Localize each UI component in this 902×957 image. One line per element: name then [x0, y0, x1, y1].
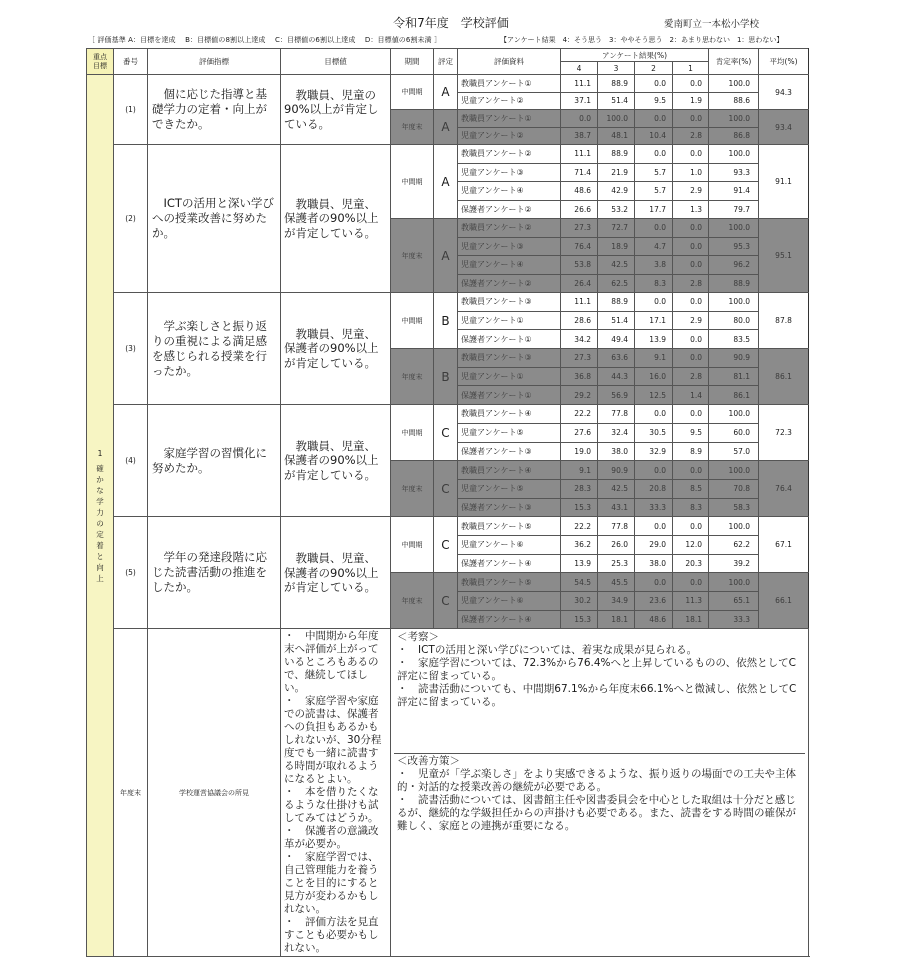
survey-source: 教職員アンケート⑤ [458, 517, 561, 536]
goal-text-char: 学 [96, 496, 104, 506]
value-2: 38.0 [635, 554, 673, 573]
value-2: 0.0 [635, 293, 673, 312]
value-2: 48.6 [635, 610, 673, 629]
improvement-block [394, 754, 805, 834]
value-1: 1.4 [673, 386, 709, 405]
goal-text-char: 力 [96, 507, 104, 517]
table-row [87, 517, 809, 536]
affirmative-rate: 83.5 [709, 330, 759, 349]
value-2: 32.9 [635, 442, 673, 461]
item-indicator: 個に応じた指導と基礎学力の定着・向上ができたか。 [148, 75, 281, 145]
period-label: 年度末 [391, 219, 434, 293]
value-2: 23.6 [635, 592, 673, 611]
item-number: (4) [114, 405, 148, 517]
school-name: 愛南町立一本松小学校 [664, 19, 760, 30]
header-grade: 評定 [434, 49, 458, 75]
value-2: 30.5 [635, 423, 673, 442]
value-3: 45.5 [598, 573, 635, 592]
period-average: 66.1 [759, 573, 809, 629]
value-1: 0.0 [673, 237, 709, 256]
affirmative-rate: 95.3 [709, 237, 759, 256]
value-2: 5.7 [635, 163, 673, 182]
analysis-item: ・ ICTの活用と深い学びについては、着実な成果が見られる。 [397, 644, 698, 657]
value-2: 0.0 [635, 517, 673, 536]
value-3: 38.0 [598, 442, 635, 461]
affirmative-rate: 100.0 [709, 293, 759, 312]
value-2: 10.4 [635, 127, 673, 145]
affirmative-rate: 100.0 [709, 573, 759, 592]
header-scale-3: 3 [598, 62, 635, 75]
value-1: 0.0 [673, 517, 709, 536]
goal-text [87, 463, 113, 584]
header-scale-1: 1 [673, 62, 709, 75]
affirmative-rate: 100.0 [709, 517, 759, 536]
value-1: 8.3 [673, 498, 709, 517]
value-1: 2.8 [673, 127, 709, 145]
value-3: 88.9 [598, 293, 635, 312]
value-4: 19.0 [561, 442, 598, 461]
value-4: 27.6 [561, 423, 598, 442]
survey-source: 保護者アンケート③ [458, 498, 561, 517]
affirmative-rate: 88.6 [709, 92, 759, 110]
period-average: 93.4 [759, 110, 809, 145]
survey-source: 保護者アンケート③ [458, 442, 561, 461]
evaluation-table [86, 48, 809, 957]
survey-source: 児童アンケート② [458, 92, 561, 110]
survey-source: 教職員アンケート④ [458, 461, 561, 480]
value-3: 88.9 [598, 145, 635, 164]
affirmative-rate: 81.1 [709, 367, 759, 386]
header-indicator: 評価指標 [148, 49, 281, 75]
value-1: 8.5 [673, 479, 709, 498]
survey-source: 児童アンケート④ [458, 182, 561, 201]
value-1: 0.0 [673, 75, 709, 93]
survey-source: 児童アンケート⑥ [458, 592, 561, 611]
value-3: 72.7 [598, 219, 635, 238]
item-indicator: ICTの活用と深い学びへの授業改善に努めたか。 [148, 145, 281, 293]
period-average: 72.3 [759, 405, 809, 461]
value-1: 2.9 [673, 182, 709, 201]
period-label: 年度末 [391, 573, 434, 629]
value-1: 0.0 [673, 573, 709, 592]
table-row [87, 293, 809, 312]
value-3: 51.4 [598, 311, 635, 330]
period-label: 中間期 [391, 75, 434, 110]
value-2: 9.1 [635, 349, 673, 368]
affirmative-rate: 65.1 [709, 592, 759, 611]
analysis-title: ＜考察＞ [397, 631, 439, 644]
value-3: 77.8 [598, 517, 635, 536]
analysis-item: ・ 家庭学習については、72.3%から76.4%へと上昇しているものの、依然としてC評定に留まっている。 [397, 657, 796, 683]
header-affirmative-rate: 肯定率(%) [709, 49, 759, 75]
council-comment: ・ 評価方法を見直すことも必要かもしれない。 [284, 916, 379, 955]
value-3: 18.9 [598, 237, 635, 256]
value-2: 0.0 [635, 145, 673, 164]
survey-source: 児童アンケート② [458, 127, 561, 145]
value-3: 44.3 [598, 367, 635, 386]
value-3: 100.0 [598, 110, 635, 128]
header-survey-results: アンケート結果(%) [561, 49, 709, 62]
value-4: 15.3 [561, 610, 598, 629]
survey-source: 児童アンケート① [458, 311, 561, 330]
value-3: 18.1 [598, 610, 635, 629]
value-4: 11.1 [561, 293, 598, 312]
item-indicator: 家庭学習の習慣化に努めたか。 [148, 405, 281, 517]
affirmative-rate: 91.4 [709, 182, 759, 201]
value-4: 34.2 [561, 330, 598, 349]
value-4: 22.2 [561, 517, 598, 536]
period-label: 中間期 [391, 145, 434, 219]
header-goal: 重点 目標 [87, 49, 114, 75]
value-4: 28.6 [561, 311, 598, 330]
grade-value: C [434, 461, 458, 517]
value-4: 27.3 [561, 219, 598, 238]
analysis-block [394, 630, 805, 754]
value-1: 12.0 [673, 535, 709, 554]
improvement-item: ・ 読書活動については、図書館主任や図書委員会を中心とした取組は十分だと感じるが、継続的な学級担任からの声掛けも必要である。また、読書をする時間の確保が難しく、家庭との連携が重要になる。 [397, 794, 796, 833]
grade-value: A [434, 219, 458, 293]
value-4: 13.9 [561, 554, 598, 573]
grade-value: B [434, 349, 458, 405]
period-label: 中間期 [391, 405, 434, 461]
value-2: 0.0 [635, 75, 673, 93]
goal-text-char: 定 [96, 529, 104, 539]
value-1: 2.9 [673, 311, 709, 330]
survey-source: 児童アンケート⑤ [458, 423, 561, 442]
value-3: 90.9 [598, 461, 635, 480]
affirmative-rate: 79.7 [709, 200, 759, 219]
item-number: (2) [114, 145, 148, 293]
survey-source: 児童アンケート⑤ [458, 479, 561, 498]
survey-source: 児童アンケート⑥ [458, 535, 561, 554]
goal-text-char: 上 [96, 573, 104, 583]
value-4: 26.6 [561, 200, 598, 219]
period-average: 67.1 [759, 517, 809, 573]
analysis-item: ・ 読書活動についても、中間期67.1%から年度末66.1%へと微減し、依然としてC評定に留まっている。 [397, 683, 797, 709]
value-4: 48.6 [561, 182, 598, 201]
value-4: 37.1 [561, 92, 598, 110]
affirmative-rate: 88.9 [709, 274, 759, 293]
value-1: 0.0 [673, 405, 709, 424]
affirmative-rate: 93.3 [709, 163, 759, 182]
survey-source: 児童アンケート③ [458, 237, 561, 256]
header-source: 評価資料 [458, 49, 561, 75]
value-4: 22.2 [561, 405, 598, 424]
period-label: 中間期 [391, 293, 434, 349]
survey-source: 保護者アンケート② [458, 200, 561, 219]
council-period: 年度末 [114, 629, 148, 957]
value-1: 2.8 [673, 367, 709, 386]
value-2: 0.0 [635, 219, 673, 238]
goal-number: 1 [97, 448, 103, 458]
survey-legend: 【アンケート結果 4：そう思う 3：ややそう思う 2：あまり思わない 1：思わない】 [500, 36, 784, 44]
survey-source: 保護者アンケート② [458, 274, 561, 293]
affirmative-rate: 96.2 [709, 256, 759, 275]
value-3: 88.9 [598, 75, 635, 93]
value-3: 21.9 [598, 163, 635, 182]
value-2: 8.3 [635, 274, 673, 293]
item-target: 教職員、児童、保護者の90%以上が肯定している。 [281, 145, 391, 293]
value-2: 13.9 [635, 330, 673, 349]
value-1: 0.0 [673, 219, 709, 238]
value-3: 77.8 [598, 405, 635, 424]
council-comment: ・ 家庭学習や家庭での読書は、保護者への負担もあるかもしれないが、30分程度でも一緒に読書する時間が取れるようになるとよい。 [284, 695, 382, 786]
affirmative-rate: 80.0 [709, 311, 759, 330]
council-comment: ・ 家庭学習では、自己管理能力を養うことを目的にすると見方が変わるかもしれない。 [284, 851, 379, 916]
page-title: 令和7年度 学校評価 [393, 16, 509, 30]
value-3: 42.5 [598, 479, 635, 498]
goal-cell [87, 75, 114, 957]
header-number: 番号 [114, 49, 148, 75]
value-2: 17.7 [635, 200, 673, 219]
survey-source: 教職員アンケート④ [458, 405, 561, 424]
improvement-title: ＜改善方策＞ [397, 755, 460, 768]
grade-value: C [434, 405, 458, 461]
value-2: 17.1 [635, 311, 673, 330]
value-1: 0.0 [673, 110, 709, 128]
period-average: 86.1 [759, 349, 809, 405]
item-indicator: 学ぶ楽しさと振り返りの重視による満足感を感じられる授業を行ったか。 [148, 293, 281, 405]
value-1: 0.0 [673, 461, 709, 480]
value-2: 5.7 [635, 182, 673, 201]
value-4: 71.4 [561, 163, 598, 182]
value-2: 12.5 [635, 386, 673, 405]
item-target: 教職員、児童、保護者の90%以上が肯定している。 [281, 517, 391, 629]
affirmative-rate: 100.0 [709, 75, 759, 93]
value-3: 62.5 [598, 274, 635, 293]
header-scale-4: 4 [561, 62, 598, 75]
value-1: 18.1 [673, 610, 709, 629]
table-row [87, 405, 809, 424]
period-label: 年度末 [391, 461, 434, 517]
value-2: 16.0 [635, 367, 673, 386]
affirmative-rate: 86.8 [709, 127, 759, 145]
value-4: 29.2 [561, 386, 598, 405]
goal-text-char: 確 [96, 463, 104, 473]
period-average: 76.4 [759, 461, 809, 517]
value-3: 26.0 [598, 535, 635, 554]
affirmative-rate: 57.0 [709, 442, 759, 461]
survey-source: 児童アンケート③ [458, 163, 561, 182]
value-4: 27.3 [561, 349, 598, 368]
item-target: 教職員、児童の90%以上が肯定している。 [281, 75, 391, 145]
value-2: 0.0 [635, 110, 673, 128]
header-period: 期間 [391, 49, 434, 75]
item-target: 教職員、児童、保護者の90%以上が肯定している。 [281, 293, 391, 405]
value-1: 2.8 [673, 274, 709, 293]
value-1: 8.9 [673, 442, 709, 461]
goal-text-char: と [96, 551, 104, 561]
value-3: 42.9 [598, 182, 635, 201]
value-1: 20.3 [673, 554, 709, 573]
value-1: 9.5 [673, 423, 709, 442]
value-4: 30.2 [561, 592, 598, 611]
affirmative-rate: 39.2 [709, 554, 759, 573]
affirmative-rate: 70.8 [709, 479, 759, 498]
survey-source: 教職員アンケート① [458, 75, 561, 93]
goal-text-char: の [96, 518, 104, 528]
value-4: 76.4 [561, 237, 598, 256]
value-2: 29.0 [635, 535, 673, 554]
survey-source: 教職員アンケート③ [458, 349, 561, 368]
value-4: 54.5 [561, 573, 598, 592]
period-average: 95.1 [759, 219, 809, 293]
value-3: 25.3 [598, 554, 635, 573]
value-1: 1.0 [673, 163, 709, 182]
value-4: 11.1 [561, 145, 598, 164]
affirmative-rate: 90.9 [709, 349, 759, 368]
value-3: 51.4 [598, 92, 635, 110]
affirmative-rate: 58.3 [709, 498, 759, 517]
survey-source: 教職員アンケート⑤ [458, 573, 561, 592]
goal-text-char: か [96, 474, 104, 484]
value-4: 36.2 [561, 535, 598, 554]
header-scale-2: 2 [635, 62, 673, 75]
value-3: 53.2 [598, 200, 635, 219]
value-4: 11.1 [561, 75, 598, 93]
value-2: 33.3 [635, 498, 673, 517]
item-number: (3) [114, 293, 148, 405]
survey-source: 児童アンケート① [458, 367, 561, 386]
survey-source: 保護者アンケート④ [458, 554, 561, 573]
council-label: 学校運営協議会の所見 [148, 629, 281, 957]
value-1: 1.9 [673, 92, 709, 110]
table-row [87, 75, 809, 93]
value-2: 4.7 [635, 237, 673, 256]
council-comment: ・ 本を借りたくなるような仕掛けも試してみてはどうか。 [284, 786, 379, 825]
value-2: 0.0 [635, 573, 673, 592]
grade-value: B [434, 293, 458, 349]
item-number: (5) [114, 517, 148, 629]
value-3: 49.4 [598, 330, 635, 349]
value-4: 9.1 [561, 461, 598, 480]
affirmative-rate: 100.0 [709, 405, 759, 424]
value-3: 56.9 [598, 386, 635, 405]
value-3: 42.5 [598, 256, 635, 275]
survey-source: 保護者アンケート④ [458, 610, 561, 629]
value-1: 0.0 [673, 330, 709, 349]
value-2: 0.0 [635, 461, 673, 480]
improvement-item: ・ 児童が「学ぶ楽しさ」をより実感できるような、振り返りの場面での工夫や主体的・対話的な授業改善の継続が必要である。 [397, 768, 796, 794]
value-3: 32.4 [598, 423, 635, 442]
value-1: 0.0 [673, 256, 709, 275]
value-4: 15.3 [561, 498, 598, 517]
table-row [87, 145, 809, 164]
value-3: 63.6 [598, 349, 635, 368]
affirmative-rate: 100.0 [709, 219, 759, 238]
item-number: (1) [114, 75, 148, 145]
value-1: 0.0 [673, 293, 709, 312]
period-average: 94.3 [759, 75, 809, 110]
period-average: 87.8 [759, 293, 809, 349]
value-4: 36.8 [561, 367, 598, 386]
item-target: 教職員、児童、保護者の90%以上が肯定している。 [281, 405, 391, 517]
survey-source: 保護者アンケート① [458, 386, 561, 405]
survey-source: 教職員アンケート② [458, 219, 561, 238]
value-2: 20.8 [635, 479, 673, 498]
goal-text-char: 向 [96, 562, 104, 572]
value-1: 1.3 [673, 200, 709, 219]
grade-value: C [434, 517, 458, 573]
goal-text-char: 着 [96, 540, 104, 550]
evaluation-criteria: ［ 評価基準 A：目標を達成 B：目標値の8割以上達成 C：目標値の6割以上達成 D：目標値の6割未満 ］ [88, 36, 442, 44]
value-1: 0.0 [673, 349, 709, 368]
survey-source: 教職員アンケート③ [458, 293, 561, 312]
value-4: 26.4 [561, 274, 598, 293]
value-1: 0.0 [673, 145, 709, 164]
value-2: 9.5 [635, 92, 673, 110]
value-4: 38.7 [561, 127, 598, 145]
value-2: 0.0 [635, 405, 673, 424]
affirmative-rate: 100.0 [709, 461, 759, 480]
survey-source: 保護者アンケート① [458, 330, 561, 349]
affirmative-rate: 33.3 [709, 610, 759, 629]
period-label: 年度末 [391, 349, 434, 405]
value-3: 43.1 [598, 498, 635, 517]
affirmative-rate: 100.0 [709, 110, 759, 128]
goal-text-char: な [96, 485, 104, 495]
value-1: 11.3 [673, 592, 709, 611]
period-label: 年度末 [391, 110, 434, 145]
survey-source: 教職員アンケート① [458, 110, 561, 128]
grade-value: A [434, 75, 458, 110]
affirmative-rate: 60.0 [709, 423, 759, 442]
value-4: 0.0 [561, 110, 598, 128]
grade-value: A [434, 145, 458, 219]
grade-value: C [434, 573, 458, 629]
header-average: 平均(%) [759, 49, 809, 75]
survey-source: 児童アンケート④ [458, 256, 561, 275]
header-target: 目標値 [281, 49, 391, 75]
survey-source: 教職員アンケート② [458, 145, 561, 164]
affirmative-rate: 86.1 [709, 386, 759, 405]
period-label: 中間期 [391, 517, 434, 573]
value-3: 48.1 [598, 127, 635, 145]
council-comment: ・ 中間期から年度末へ評価が上がっているところもあるので、継続してほしい。 [284, 630, 379, 695]
item-indicator: 学年の発達段階に応じた読書活動の推進をしたか。 [148, 517, 281, 629]
value-4: 53.8 [561, 256, 598, 275]
affirmative-rate: 62.2 [709, 535, 759, 554]
grade-value: A [434, 110, 458, 145]
value-3: 34.9 [598, 592, 635, 611]
affirmative-rate: 100.0 [709, 145, 759, 164]
value-4: 28.3 [561, 479, 598, 498]
council-comment: ・ 保護者の意識改革が必要か。 [284, 825, 379, 851]
period-average: 91.1 [759, 145, 809, 219]
value-2: 3.8 [635, 256, 673, 275]
